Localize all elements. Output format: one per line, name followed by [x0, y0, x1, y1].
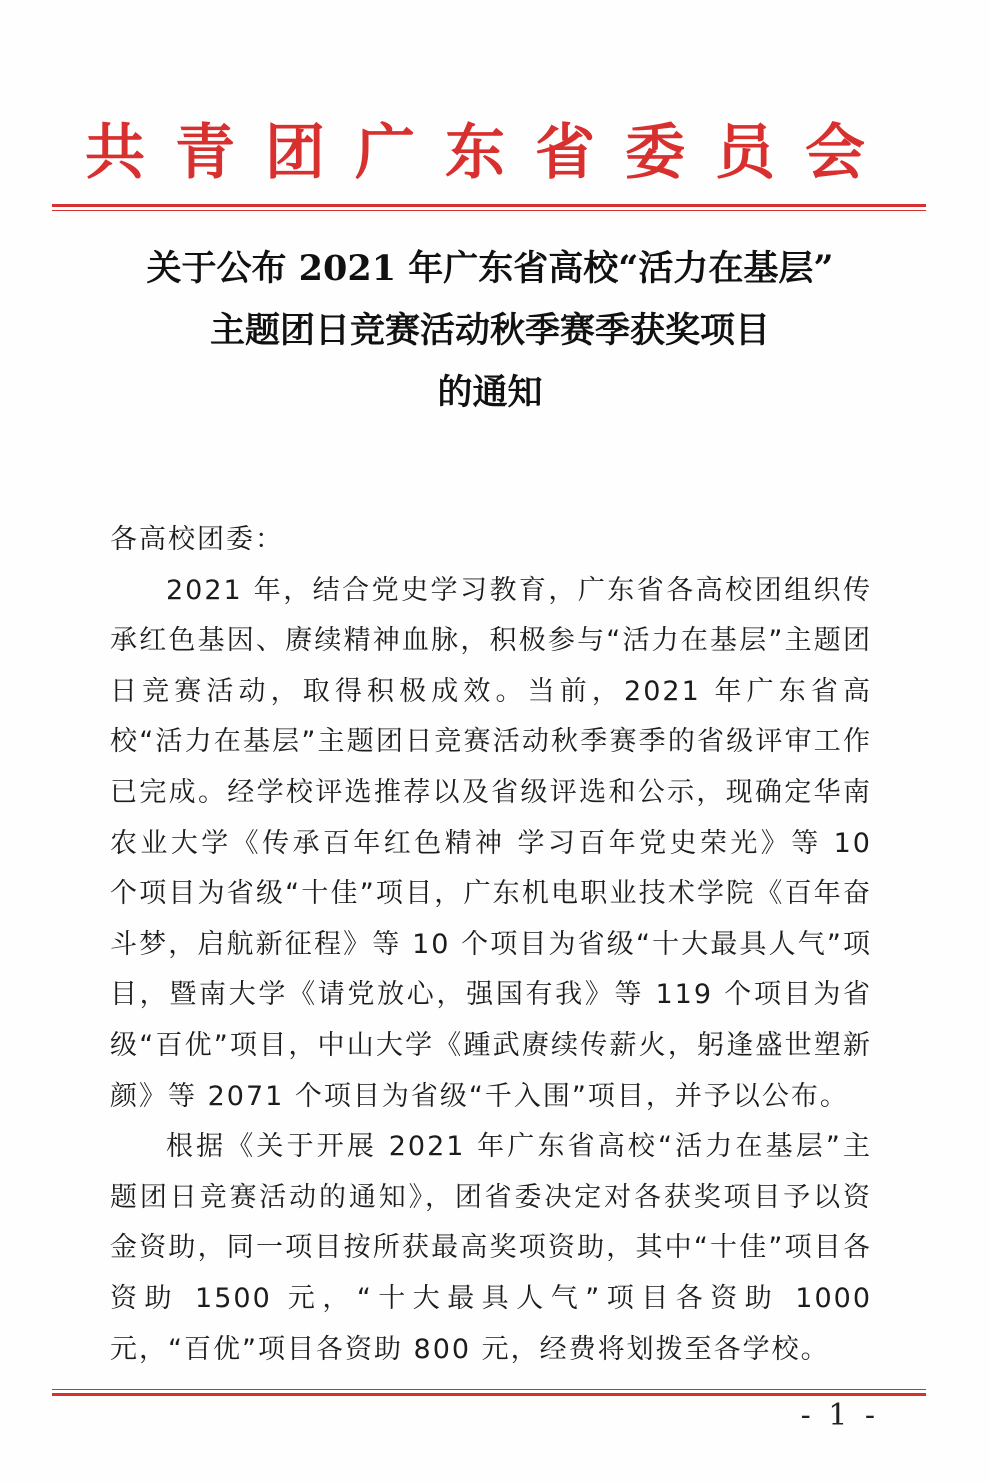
- header-divider-thin: [52, 210, 926, 211]
- footer-divider-thick: [52, 1393, 926, 1396]
- header-divider-thick: [52, 204, 926, 207]
- title-line-2: 主题团日竞赛活动秋季赛季获奖项目: [209, 310, 770, 351]
- title-line-3: 的通知: [437, 372, 543, 413]
- body-paragraph-1: 2021 年，结合党史学习教育，广东省各高校团组织传承红色基因、赓续精神血脉，积极参与“活力在基层”主题团日竞赛活动，取得积极成效。当前，2021 年广东省高校“活力在基层”主题团日竞赛活动秋季赛季的省级评审工作已完成。经学校评选推荐以及省级评选和公示，现确定华南农业大学《传承百年红色精神 学习百年党史荣光》等 10 个项目为省级“十佳”项目，广东机电职业技术学院《百年奋斗梦，启航新征程》等 10 个项目为省级“十大最具人气”项目，暨南大学《请党放心，强国有我》等 119 个项目为省级“百优”项目，中山大学《踵武赓续传薪火，躬逢盛世塑新颜》等 2071 个项目为省级“千入围”项目，并予以公布。: [110, 574, 872, 1112]
- organization-header: 共青团广东省委员会: [85, 118, 895, 188]
- salutation: 各高校团委：: [110, 524, 284, 555]
- title-line-1: 关于公布 2021 年广东省高校“活力在基层”: [146, 248, 834, 289]
- document-body: [110, 515, 872, 1375]
- page-number: - 1 -: [800, 1398, 879, 1433]
- footer-divider-thin: [52, 1389, 926, 1390]
- body-paragraph-2: 根据《关于开展 2021 年广东省高校“活力在基层”主题团日竞赛活动的通知》，团省委决定对各获奖项目予以资金资助，同一项目按所获最高奖项资助，其中“十佳”项目各资助 1500 元，“十大最具人气”项目各资助 1000 元，“百优”项目各资助 800 元，经费将划拨至各学校。: [110, 1131, 872, 1365]
- document-title: [50, 238, 930, 424]
